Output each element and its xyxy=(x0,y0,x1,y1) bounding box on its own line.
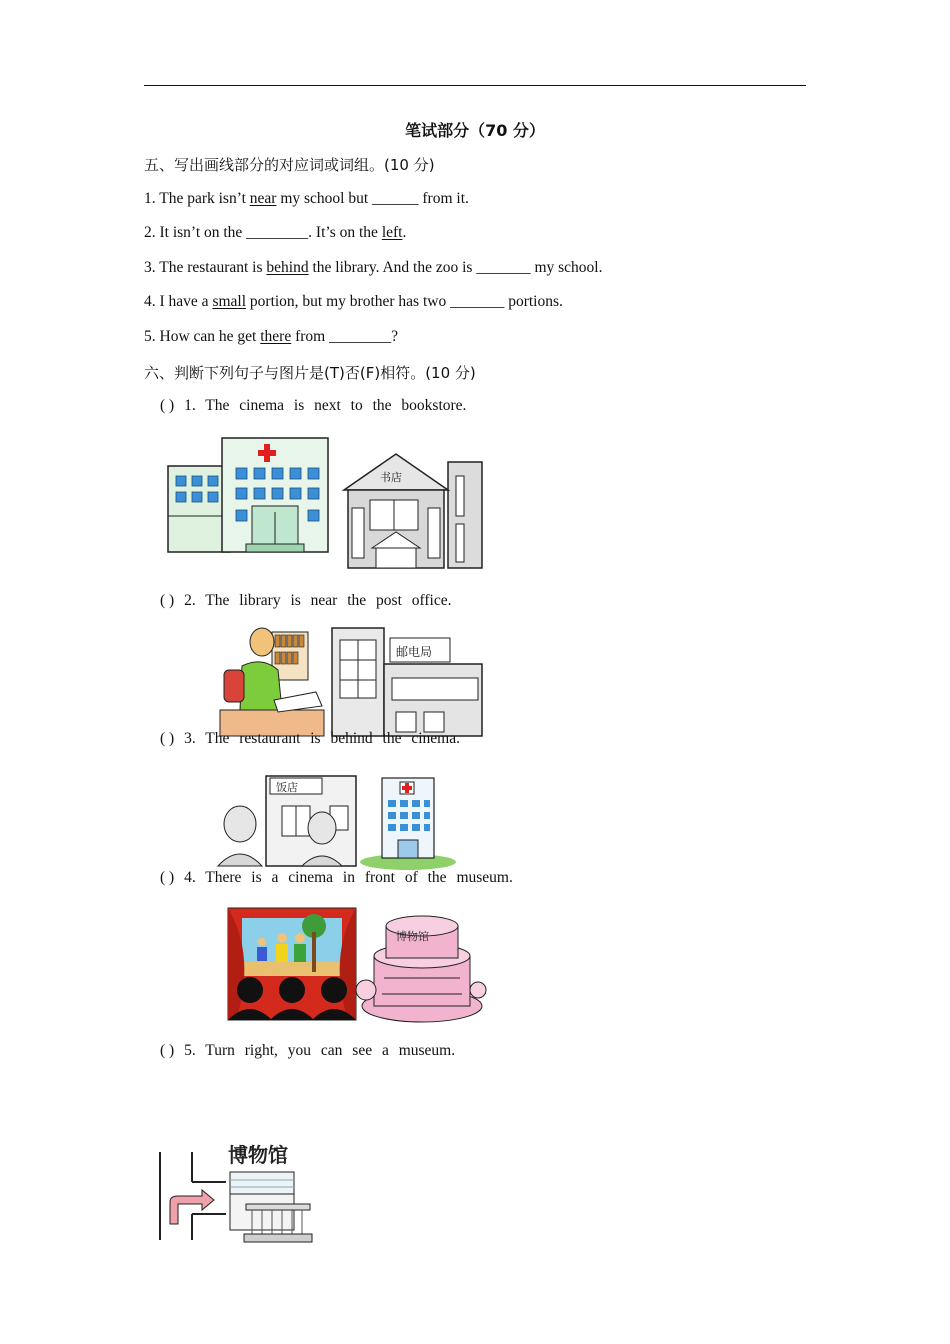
s5-item-1-pre: 1. The park isn’t xyxy=(144,190,250,207)
s6-item-5-text: 5. Turn right, you can see a museum. xyxy=(184,1042,456,1059)
page-title: 笔试部分（70 分） xyxy=(405,121,545,140)
s6-item-3-text: 3. The restaurant is behind the cinema. xyxy=(184,730,460,747)
s5-item-4-pre: 4. I have a xyxy=(144,293,213,310)
s5-item-1-post: my school but ______ from it. xyxy=(276,190,469,207)
bookstore-building-icon xyxy=(344,454,482,568)
s5-item-2-post: . xyxy=(402,224,407,241)
picture-hospital-bookstore xyxy=(166,436,486,572)
bookstore-sign: 书店 xyxy=(380,471,402,484)
section5-heading: 五、写出画线部分的对应词或词组。(10 分) xyxy=(144,156,435,174)
restaurant-sign: 饭店 xyxy=(276,781,298,794)
restaurant-people-icon xyxy=(218,776,356,866)
library-student-icon xyxy=(220,628,324,736)
hospital-building-icon xyxy=(168,438,328,552)
top-rule xyxy=(144,85,806,86)
s5-item-5-post: from ________? xyxy=(291,328,398,345)
museum-sign: 博物馆 xyxy=(396,930,429,943)
s5-item-5-pre: 5. How can he get xyxy=(144,328,261,345)
s6-item-1 xyxy=(160,397,466,415)
s6-item-1-text: 1. The cinema is next to the bookstore. xyxy=(184,397,467,414)
s6-item-5 xyxy=(160,1042,455,1060)
answer-blank[interactable]: ( ) xyxy=(160,1042,175,1059)
s5-item-2-underlined: left xyxy=(381,224,403,241)
section6-heading: 六、判断下列句子与图片是(T)否(F)相符。(10 分) xyxy=(144,364,476,382)
post-office-building-icon xyxy=(332,628,482,736)
cinema-stage-icon xyxy=(228,908,356,1020)
s6-item-3 xyxy=(160,730,460,748)
hospital-building-small-icon xyxy=(360,778,456,870)
picture-turn-right-museum xyxy=(156,1136,316,1246)
picture-restaurant-hospital xyxy=(210,766,460,870)
answer-blank[interactable]: ( ) xyxy=(160,397,175,414)
museum-sign-large: 博物馆 xyxy=(228,1143,288,1167)
museum-building-small-icon xyxy=(228,1143,312,1242)
s6-item-4-text: 4. There is a cinema in front of the museum. xyxy=(184,869,513,886)
s6-item-2-text: 2. The library is near the post office. xyxy=(184,592,452,609)
s5-item-1-underlined: near xyxy=(249,190,277,207)
s5-item-1 xyxy=(144,190,469,208)
answer-blank[interactable]: ( ) xyxy=(160,592,175,609)
answer-blank[interactable]: ( ) xyxy=(160,730,175,747)
picture-library-postoffice xyxy=(218,620,486,738)
s5-item-5-underlined: there xyxy=(260,328,292,345)
s5-item-3-pre: 3. The restaurant is xyxy=(144,259,267,276)
s5-item-4-post: portion, but my brother has two _______ portions. xyxy=(246,293,563,310)
s5-item-4 xyxy=(144,293,563,311)
s6-item-2 xyxy=(160,592,451,610)
museum-building-icon xyxy=(356,916,486,1022)
answer-blank[interactable]: ( ) xyxy=(160,869,175,886)
s5-item-5 xyxy=(144,328,398,346)
s5-item-3-post: the library. And the zoo is _______ my school. xyxy=(308,259,603,276)
s5-item-4-underlined: small xyxy=(212,293,247,310)
post-office-sign: 邮电局 xyxy=(396,645,433,659)
s5-item-2 xyxy=(144,224,406,242)
s5-item-3 xyxy=(144,259,602,277)
s6-item-4 xyxy=(160,869,513,887)
s5-item-3-underlined: behind xyxy=(266,259,309,276)
picture-cinema-museum xyxy=(226,906,488,1026)
s5-item-2-pre: 2. It isn’t on the ________. It’s on the xyxy=(144,224,382,241)
